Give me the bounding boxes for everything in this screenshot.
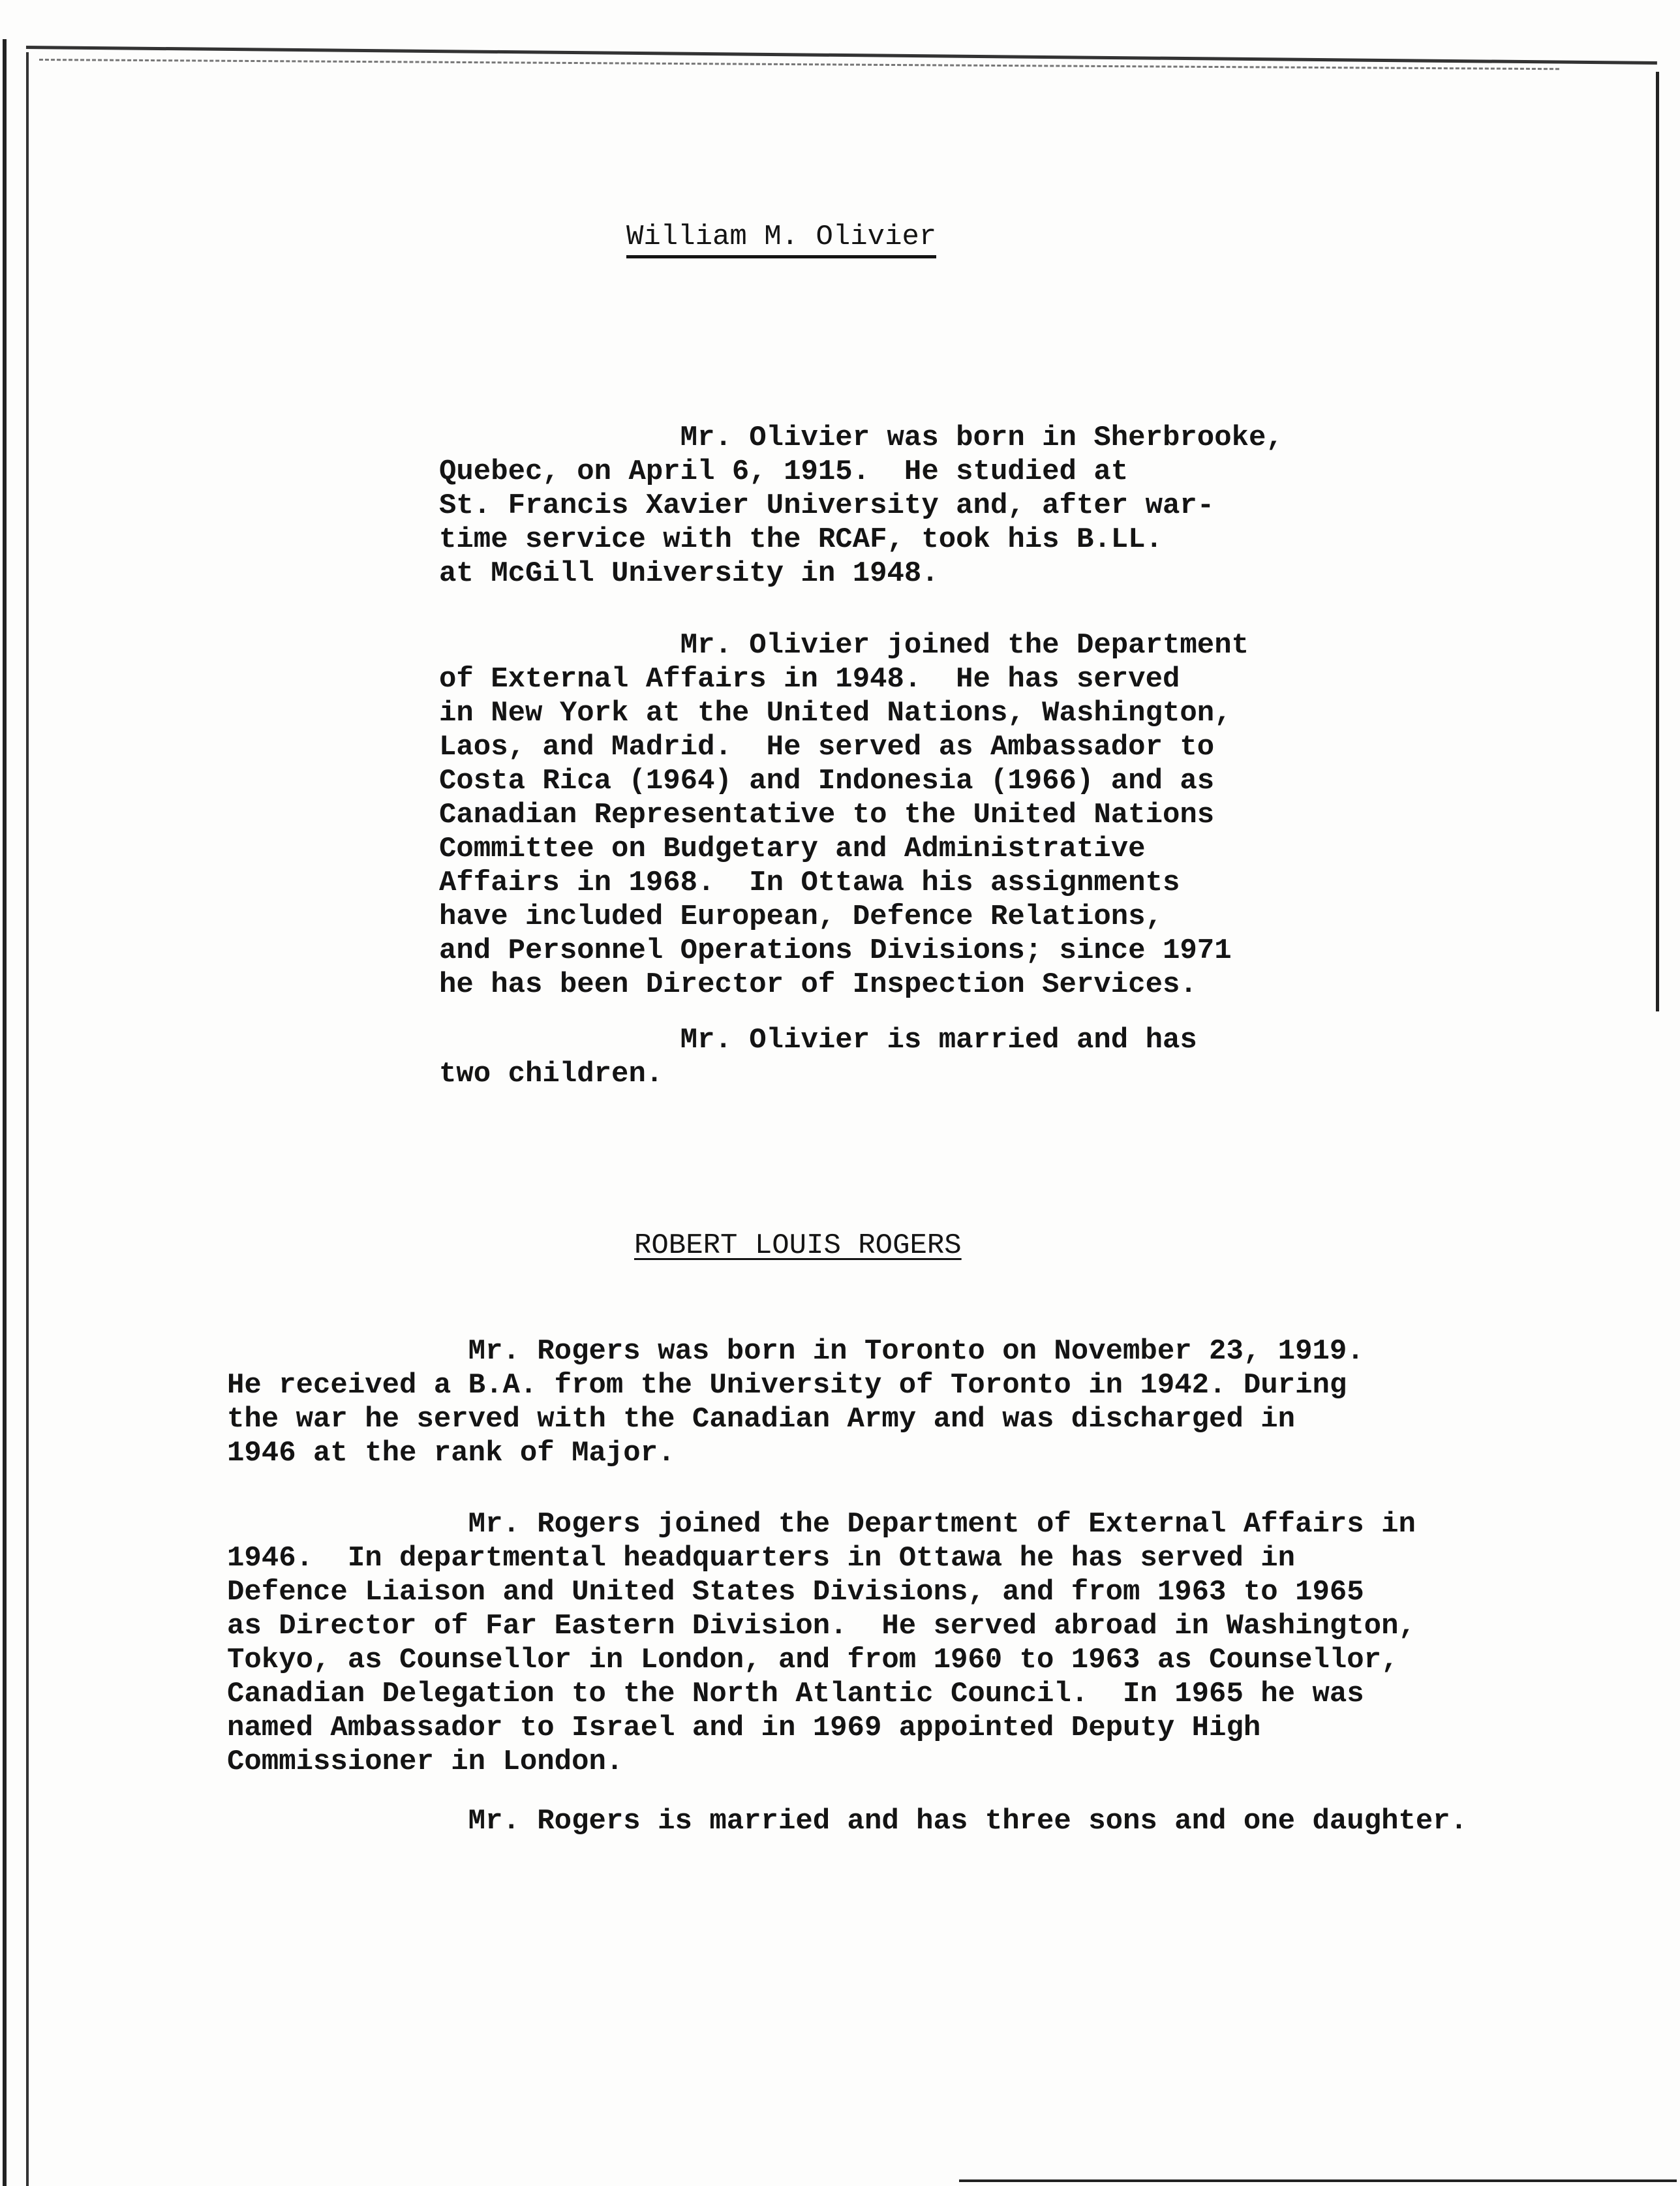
section-heading-rogers: ROBERT LOUIS ROGERS	[634, 1229, 962, 1262]
page-edge-left	[3, 39, 7, 2186]
olivier-paragraph-career: Mr. Olivier joined the Department of External Affairs in 1948. He has served in New York at the United Nations, Washington, Laos, and Madrid. He served as Ambassador to Costa Rica (1964) and Indonesia (1966) and as Canadian Representative to the United Nations Committee on Budgetary and Administrative Affairs in 1968. In Ottawa his assignments have included European, Defence Relations, and Personnel Operations Divisions; since 1971 he has been Director of Inspection Services.	[439, 629, 1249, 1001]
page-edge-bottom	[959, 2179, 1677, 2182]
rogers-paragraph-birth: Mr. Rogers was born in Toronto on November 23, 1919. He received a B.A. from the University of Toronto in 1942. During the war he served with the Canadian Army and was discharged in 1946 at the rank of Major.	[227, 1335, 1364, 1470]
olivier-paragraph-birth: Mr. Olivier was born in Sherbrooke, Quebec, on April 6, 1915. He studied at St. Francis Xavier University and, after war- time service with the RCAF, took his B.LL. at McGill University in 1948.	[439, 422, 1283, 590]
section-heading-olivier: William M. Olivier	[626, 221, 936, 258]
rogers-paragraph-family: Mr. Rogers is married and has three sons and one daughter.	[227, 1805, 1468, 1838]
page-edge-right	[1656, 72, 1659, 1011]
rogers-paragraph-career: Mr. Rogers joined the Department of External Affairs in 1946. In departmental headquarters in Ottawa he has served in Defence Liaison and United States Divisions, and from 1963 to 1965 as Director of Far Eastern Division. He served abroad in Washington, Tokyo, as Counsellor in London, and from 1960 to 1963 as Counsellor, Canadian Delegation to the North Atlantic Council. In 1965 he was named Ambassador to Israel and in 1969 appointed Deputy High Commissioner in London.	[227, 1508, 1416, 1778]
page-edge-left-inner	[26, 52, 29, 2186]
olivier-paragraph-family: Mr. Olivier is married and has two children.	[439, 1024, 1197, 1090]
